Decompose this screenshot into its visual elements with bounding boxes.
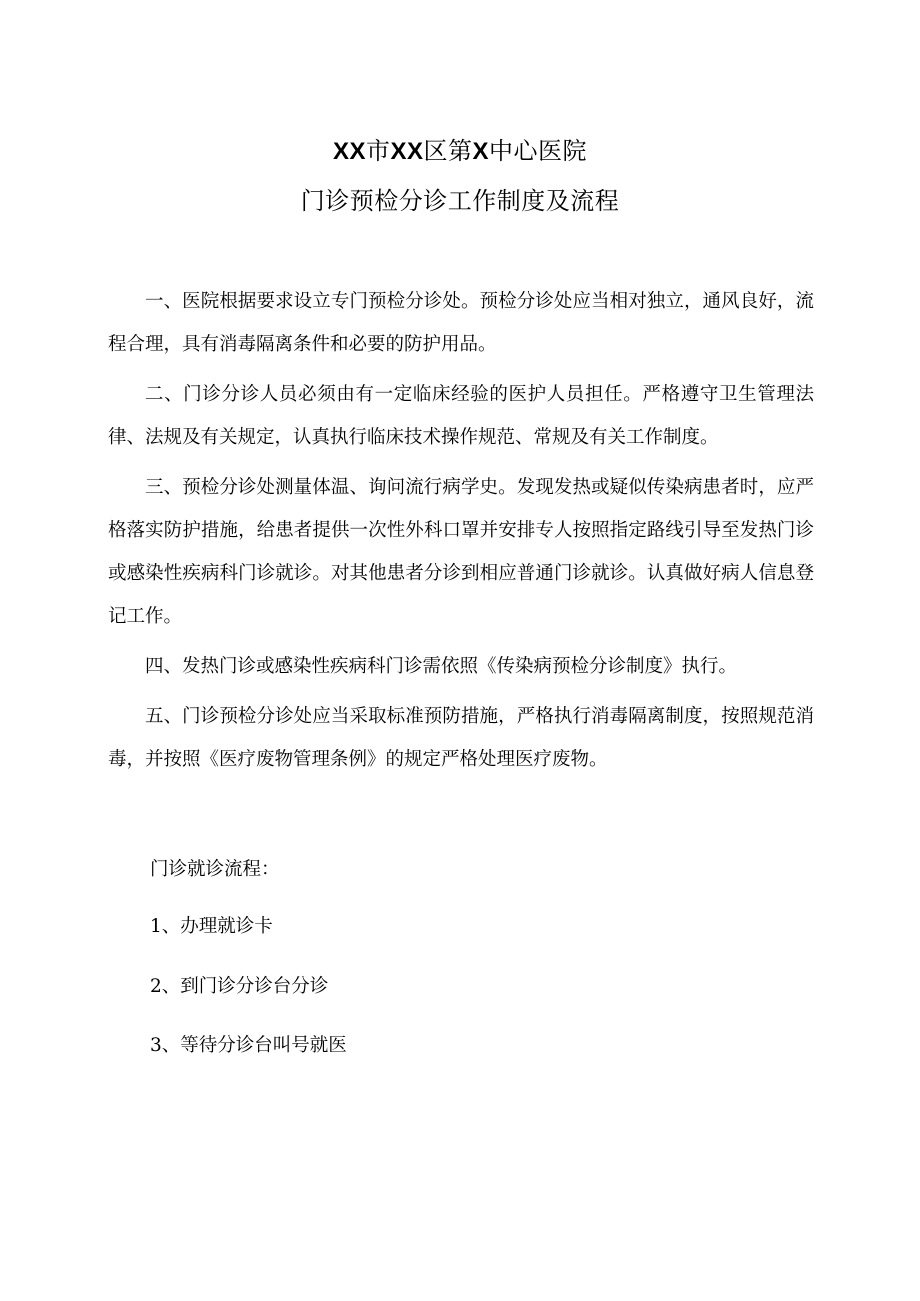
title-segment: XX xyxy=(390,138,424,165)
title-segment: 区第 xyxy=(423,137,473,165)
title-segment: 中心医院 xyxy=(489,137,588,165)
flow-step-2: 2、到门诊分诊台分诊 xyxy=(150,976,329,997)
policy-paragraph-2: 二、门诊分诊人员必须由有一定临床经验的医护人员担任。严格遵守卫生管理法律、法规及有关规定，认真执行临床技术操作规范、常规及有关工作制度。 xyxy=(108,384,814,448)
flow-step-1: 1、办理就诊卡 xyxy=(150,916,273,937)
document-title-policy: 门诊预检分诊工作制度及流程 xyxy=(300,187,620,215)
title-segment: 市 xyxy=(365,137,391,165)
policy-paragraph-1: 一、医院根据要求设立专门预检分诊处。预检分诊处应当相对独立，通风良好，流程合理，具有消毒隔离条件和必要的防护用品。 xyxy=(108,291,814,355)
flow-title: 门诊就诊流程： xyxy=(150,859,280,880)
policy-paragraph-4: 四、发热门诊或感染性疾病科门诊需依照《传染病预检分诊制度》执行。 xyxy=(145,656,738,677)
policy-body xyxy=(108,280,814,788)
policy-paragraph-3: 三、预检分诊处测量体温、询问流行病学史。发现发热或疑似传染病患者时，应严格落实防护措施，给患者提供一次性外科口罩并安排专人按照指定路线引导至发热门诊或感染性疾病科门诊就诊。对其他患者分诊到相应普通门诊就诊。认真做好病人信息登记工作。 xyxy=(108,477,814,627)
title-segment: XX xyxy=(332,138,366,165)
document-title-hospital xyxy=(0,136,920,167)
title-segment: X xyxy=(472,138,490,165)
policy-paragraph-5: 五、门诊预检分诊处应当采取标准预防措施，严格执行消毒隔离制度，按照规范消毒，并按照《医疗废物管理条例》的规定严格处理医疗废物。 xyxy=(108,706,814,770)
flow-step-3: 3、等待分诊台叫号就医 xyxy=(150,1035,347,1056)
